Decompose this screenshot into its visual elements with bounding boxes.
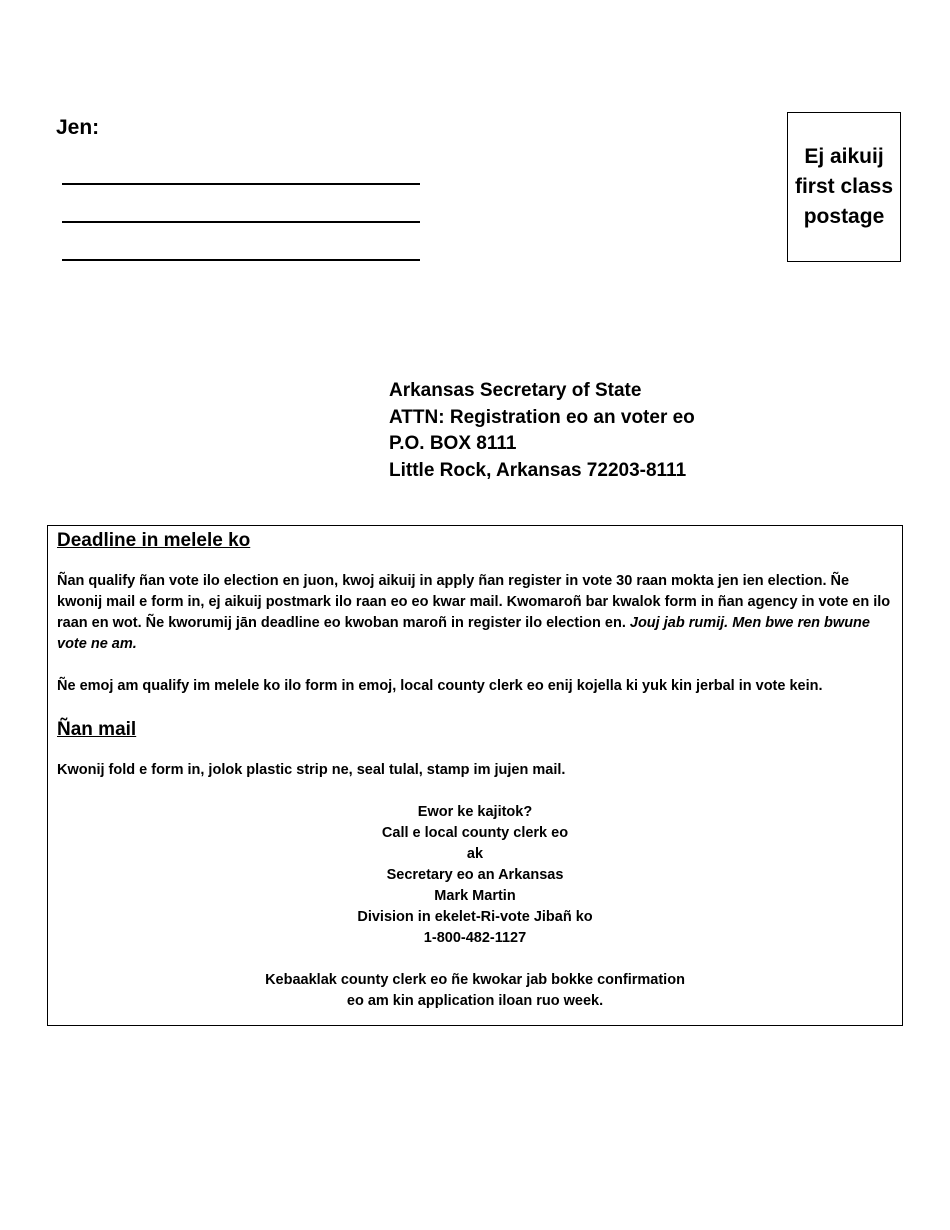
qualify-paragraph: Ñe emoj am qualify im melele ko ilo form in emoj, local county clerk eo enij kojella ki yuk kin jerbal in vote kein. [57,678,823,694]
confirmation-line-1: Kebaaklak county clerk eo ñe kwokar jab bokke confirmation [265,972,685,988]
stamp-text-line-3: postage [803,205,885,228]
recipient-address [389,378,695,484]
confirmation-block [57,970,893,1012]
contact-line-2: Call e local county clerk eo [381,825,569,841]
recipient-line-3: P.O. BOX 8111 [389,433,517,454]
recipient-line-4: Little Rock, Arkansas 72203-8111 [389,459,687,481]
stamp-text-line-1: Ej aikuij [804,145,884,168]
deadline-paragraph-main: Ñan qualify ñan vote ilo election en juon, kwoj aikuij in apply ñan register in vote 30 raan mokta jen ien election. Ñe kwonij mail e form in, ej aikuij postmark ilo raan eo eo kwar mail. Kwomaroñ bar kwalok form in ñan agency in vote en ilo raan en wot. Ñe kworumij jān deadline eo kwoban maroñ in register ilo election en. [57,573,891,631]
contact-line-6: Division in ekelet-Ri-vote Jibañ ko [357,909,593,925]
sender-label: Jen: [56,116,100,139]
deadline-heading: Deadline in melele ko [57,530,251,551]
deadline-paragraph [57,571,893,655]
recipient-line-2: ATTN: Registration eo an voter eo [389,406,695,428]
sender-address-line-2 [62,221,420,223]
contact-line-4: Secretary eo an Arkansas [386,867,564,883]
contact-phone: 1-800-482-1127 [423,930,527,946]
stamp-text-line-2: first class [794,175,894,198]
confirmation-line-2: eo am kin application iloan ruo week. [346,993,604,1009]
mail-paragraph: Kwonij fold e form in, jolok plastic strip ne, seal tulal, stamp im jujen mail. [57,762,566,778]
deadline-paragraph-italic: Jouj jab rumij. Men bwe ren bwune vote ne am. [57,615,870,652]
contact-line-5: Mark Martin [434,888,516,904]
info-box [47,525,903,1026]
contact-block [57,802,893,949]
sender-address-line-1 [62,183,420,185]
postage-stamp-box [787,112,901,262]
contact-line-3: ak [466,846,484,862]
contact-line-1: Ewor ke kajitok? [417,804,533,820]
sender-address-line-3 [62,259,420,261]
recipient-line-1: Arkansas Secretary of State [389,380,642,401]
mail-heading: Ñan mail [57,719,137,740]
